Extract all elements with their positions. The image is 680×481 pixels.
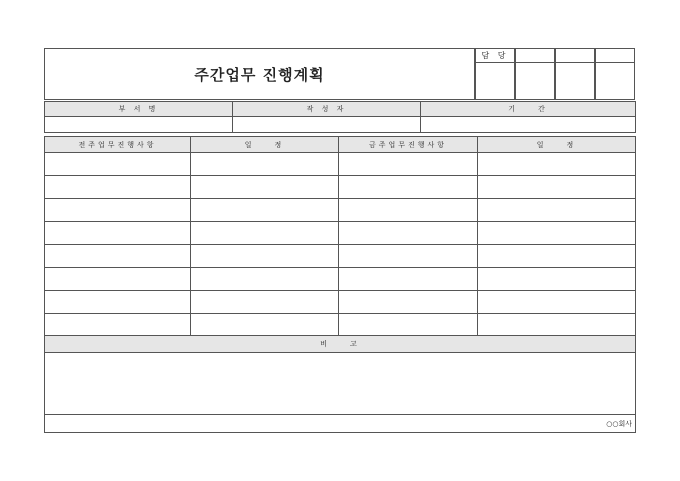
last-week-task-cell[interactable]: [45, 314, 191, 336]
info-table: [44, 101, 636, 133]
last-week-schedule-cell[interactable]: [191, 199, 339, 222]
weekly-plan-form: [44, 48, 635, 431]
last-week-tasks-header: 전주업무진행사항: [45, 137, 191, 153]
department-field[interactable]: [45, 117, 233, 133]
company-name: ○○회사: [45, 415, 636, 433]
table-row: [45, 199, 636, 222]
last-week-schedule-cell[interactable]: [191, 153, 339, 176]
approval-header-cell: [555, 48, 595, 63]
this-week-schedule-cell[interactable]: [478, 222, 636, 245]
this-week-task-cell[interactable]: [339, 268, 478, 291]
this-week-schedule-cell[interactable]: [478, 314, 636, 336]
this-week-schedule-cell[interactable]: [478, 199, 636, 222]
last-week-schedule-cell[interactable]: [191, 291, 339, 314]
last-week-task-cell[interactable]: [45, 245, 191, 268]
writer-field[interactable]: [233, 117, 421, 133]
this-week-schedule-cell[interactable]: [478, 245, 636, 268]
writer-header: 작 성 자: [233, 102, 421, 117]
remarks-field[interactable]: [45, 353, 636, 415]
table-row: [45, 245, 636, 268]
last-week-task-cell[interactable]: [45, 268, 191, 291]
form-title: 주간업무 진행계획: [194, 65, 325, 84]
last-week-task-cell[interactable]: [45, 153, 191, 176]
last-week-schedule-cell[interactable]: [191, 314, 339, 336]
remarks-header: 비 고: [45, 336, 636, 353]
approval-sign-cell[interactable]: [475, 62, 515, 100]
this-week-task-cell[interactable]: [339, 245, 478, 268]
task-table: [44, 136, 636, 433]
this-week-schedule-cell[interactable]: [478, 291, 636, 314]
approval-label-cell: [475, 48, 515, 63]
this-week-schedule-cell[interactable]: [478, 176, 636, 199]
approval-sign-cell[interactable]: [555, 62, 595, 100]
table-row: [45, 291, 636, 314]
form-title-box: [44, 48, 475, 100]
this-week-task-cell[interactable]: [339, 153, 478, 176]
last-week-schedule-cell[interactable]: [191, 176, 339, 199]
this-week-task-cell[interactable]: [339, 176, 478, 199]
this-week-schedule-header: 일 정: [478, 137, 636, 153]
approval-sign-cell[interactable]: [515, 62, 555, 100]
last-week-task-cell[interactable]: [45, 199, 191, 222]
approval-sign-cell[interactable]: [595, 62, 635, 100]
this-week-schedule-cell[interactable]: [478, 268, 636, 291]
last-week-task-cell[interactable]: [45, 291, 191, 314]
period-header: 기 간: [421, 102, 636, 117]
approval-header-cell: [595, 48, 635, 63]
approval-label: 담 당: [481, 51, 509, 60]
last-week-schedule-cell[interactable]: [191, 222, 339, 245]
table-row: [45, 268, 636, 291]
approval-header-cell: [515, 48, 555, 63]
department-header: 부 서 명: [45, 102, 233, 117]
table-row: [45, 314, 636, 336]
this-week-task-cell[interactable]: [339, 314, 478, 336]
table-row: [45, 222, 636, 245]
last-week-schedule-header: 일 정: [191, 137, 339, 153]
this-week-task-cell[interactable]: [339, 222, 478, 245]
last-week-schedule-cell[interactable]: [191, 268, 339, 291]
last-week-task-cell[interactable]: [45, 222, 191, 245]
table-row: [45, 153, 636, 176]
last-week-schedule-cell[interactable]: [191, 245, 339, 268]
table-row: [45, 176, 636, 199]
this-week-tasks-header: 금주업무진행사항: [339, 137, 478, 153]
period-field[interactable]: [421, 117, 636, 133]
last-week-task-cell[interactable]: [45, 176, 191, 199]
this-week-schedule-cell[interactable]: [478, 153, 636, 176]
this-week-task-cell[interactable]: [339, 291, 478, 314]
this-week-task-cell[interactable]: [339, 199, 478, 222]
